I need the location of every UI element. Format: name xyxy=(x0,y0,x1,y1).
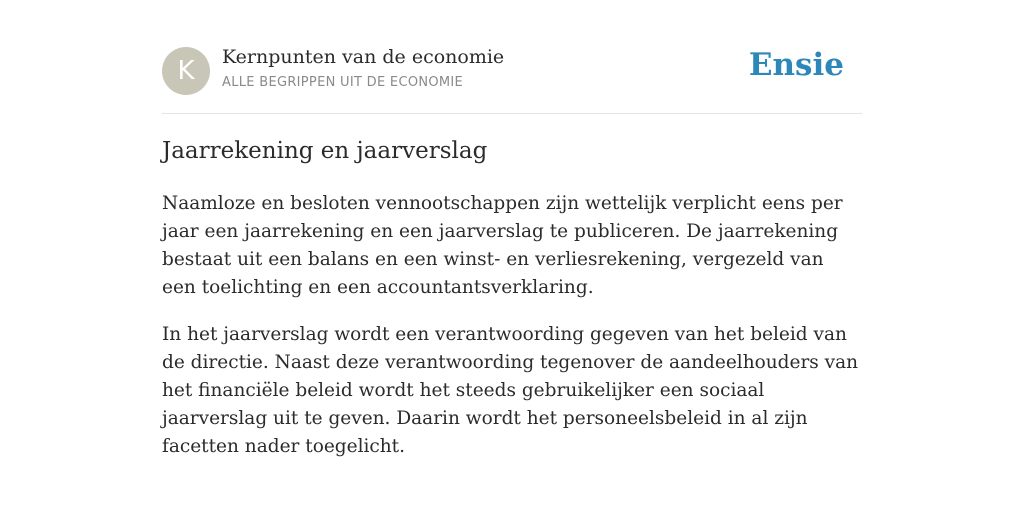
article-paragraph: In het jaarverslag wordt een verantwoording gegeven van het beleid van de directie. Naast deze verantwoording tegenover de aandeelhouders van het financiële beleid wordt het steeds gebruikelijker een sociaal jaarverslag uit te geven. Daarin wordt het personeelsbeleid in al zijn facetten nader toegelicht. xyxy=(162,324,859,457)
article-title: Jaarrekening en jaarverslag xyxy=(162,138,488,164)
ensie-logo[interactable]: Ensie xyxy=(748,47,844,83)
page xyxy=(162,0,862,457)
book-title-link[interactable]: Kernpunten van de economie xyxy=(222,46,505,68)
header xyxy=(162,0,862,114)
article-paragraph: Naamloze en besloten vennootschappen zijn wettelijk verplicht eens per jaar een jaarrekening en een jaarverslag te publiceren. De jaarrekening bestaat uit een balans en een winst- en verliesrekening, vergezeld van een toelichting en een accountantsverklaring. xyxy=(162,193,843,298)
article-body xyxy=(162,190,862,480)
book-subtitle: ALLE BEGRIPPEN UIT DE ECONOMIE xyxy=(222,75,464,90)
book-avatar[interactable]: K xyxy=(162,47,210,95)
